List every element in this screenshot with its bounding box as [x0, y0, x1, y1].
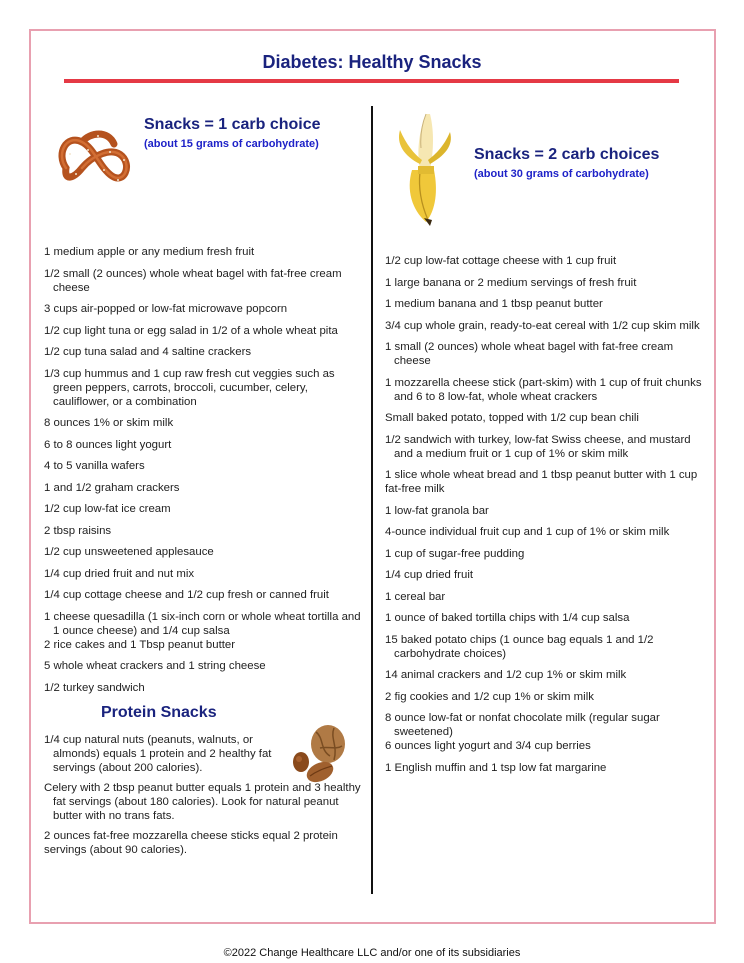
protein-section-title: Protein Snacks [101, 704, 217, 721]
protein-snack-list [44, 733, 362, 863]
banana-image [390, 110, 460, 226]
list-item: 1/3 cup hummus and 1 cup raw fresh cut veggies such as green peppers, carrots, broccoli, cucumber, celery, cauliflower, or a combination [44, 367, 335, 408]
list-item: 1 small (2 ounces) whole wheat bagel with fat-free cream cheese [385, 341, 674, 367]
list-item: 1/4 cup dried fruit and nut mix [44, 567, 195, 580]
list-item: 2 rice cakes and 1 Tbsp peanut butter [44, 638, 236, 651]
list-item: 1 low-fat granola bar [385, 504, 489, 517]
list-item: 8 ounce low-fat or nonfat chocolate milk (regular sugar sweetened) [385, 712, 660, 738]
page-title: Diabetes: Healthy Snacks [262, 52, 482, 72]
list-item: 2 tbsp raisins [44, 524, 112, 537]
copyright-footer: ©2022 Change Healthcare LLC and/or one of its subsidiaries [223, 947, 521, 959]
pretzel-image [52, 124, 134, 196]
list-item: 1 slice whole wheat bread and 1 tbsp peanut butter with 1 cup fat-free milk [385, 469, 698, 495]
list-item: 1 cereal bar [385, 590, 446, 603]
list-item: 14 animal crackers and 1/2 cup 1% or skim milk [385, 669, 627, 681]
list-item: 4 to 5 vanilla wafers [44, 460, 145, 472]
column-divider [371, 106, 373, 894]
list-item: 1/4 cup natural nuts (peanuts, walnuts, or almonds) equals 1 protein and 2 healthy fat servings (about 200 calories). [44, 734, 272, 774]
list-item: 2 fig cookies and 1/2 cup 1% or skim milk [385, 690, 594, 703]
list-item: 1 medium apple or any medium fresh fruit [44, 246, 255, 258]
list-item: 1 medium banana and 1 tbsp peanut butter [385, 298, 603, 310]
title-underline [64, 79, 679, 83]
list-item: Small baked potato, topped with 1/2 cup bean chili [385, 412, 639, 424]
list-item: 1 large banana or 2 medium servings of fresh fruit [385, 276, 637, 289]
left-snack-list [44, 245, 364, 702]
list-item: 5 whole wheat crackers and 1 string cheese [44, 660, 266, 672]
list-item: 1/2 cup light tuna or egg salad in 1/2 of a whole wheat pita [44, 324, 338, 337]
list-item: 1/2 cup unsweetened applesauce [44, 546, 214, 558]
list-item: 1 English muffin and 1 tsp low fat margarine [385, 761, 607, 774]
list-item: 4-ounce individual fruit cup and 1 cup of 1% or skim milk [385, 526, 670, 538]
list-item: 15 baked potato chips (1 ounce bag equals 1 and 1/2 carbohydrate choices) [385, 633, 654, 660]
list-item: 1/2 turkey sandwich [44, 681, 145, 694]
left-section-subtitle: (about 15 grams of carbohydrate) [144, 138, 319, 150]
list-item: 2 ounces fat-free mozzarella cheese sticks equal 2 protein servings (about 90 calories). [44, 830, 338, 856]
right-section-subtitle: (about 30 grams of carbohydrate) [474, 168, 649, 180]
list-item: Celery with 2 tbsp peanut butter equals 1 protein and 3 healthy fat servings (about 180 calories). Look for natural peanut butter with no trans fats. [44, 782, 361, 822]
list-item: 1 cheese quesadilla (1 six-inch corn or whole wheat tortilla and 1 ounce cheese) and 1/4 cup salsa [44, 610, 361, 637]
list-item: 6 to 8 ounces light yogurt [44, 438, 172, 451]
list-item: 1/2 cup tuna salad and 4 saltine crackers [44, 346, 252, 358]
left-section-header [144, 116, 321, 150]
list-item: 8 ounces 1% or skim milk [44, 417, 174, 429]
list-item: 3/4 cup whole grain, ready-to-eat cereal with 1/2 cup skim milk [385, 319, 700, 332]
list-item: 1 and 1/2 graham crackers [44, 481, 180, 494]
list-item: 1/2 sandwich with turkey, low-fat Swiss cheese, and mustard and a medium fruit or 1 cup of 1% or skim milk [385, 433, 691, 460]
list-item: 1/2 small (2 ounces) whole wheat bagel with fat-free cream cheese [44, 267, 342, 294]
right-section-title: Snacks = 2 carb choices [474, 146, 660, 163]
list-item: 1/4 cup cottage cheese and 1/2 cup fresh or canned fruit [44, 589, 329, 601]
list-item: 1 ounce of baked tortilla chips with 1/4 cup salsa [385, 612, 630, 624]
list-item: 1/2 cup low-fat cottage cheese with 1 cup fruit [385, 255, 617, 267]
list-item: 1/2 cup low-fat ice cream [44, 503, 171, 515]
list-item: 1 mozzarella cheese stick (part-skim) with 1 cup of fruit chunks and 6 to 8 low-fat, whole wheat crackers [385, 376, 702, 403]
list-item: 1/4 cup dried fruit [385, 569, 474, 581]
list-item: 6 ounces light yogurt and 3/4 cup berries [385, 740, 591, 752]
list-item: 3 cups air-popped or low-fat microwave popcorn [44, 303, 288, 315]
list-item: 1 cup of sugar-free pudding [385, 547, 525, 560]
right-snack-list [385, 254, 703, 782]
left-section-title: Snacks = 1 carb choice [144, 116, 321, 133]
right-section-header [474, 146, 659, 180]
